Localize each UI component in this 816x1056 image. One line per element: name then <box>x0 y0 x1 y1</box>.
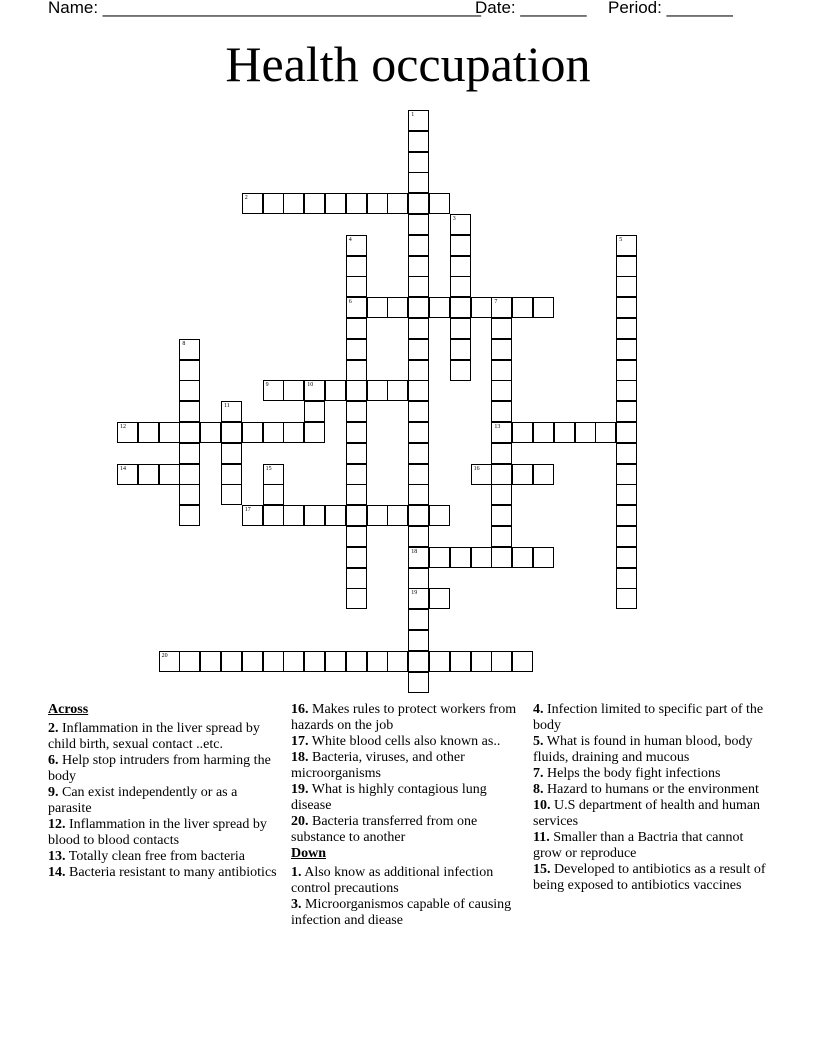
crossword-cell[interactable] <box>491 526 512 547</box>
crossword-cell[interactable] <box>512 422 533 443</box>
crossword-cell[interactable] <box>283 422 304 443</box>
crossword-cell[interactable] <box>138 422 159 443</box>
clue-text: Inflammation in the liver spread by blood to blood contacts <box>48 817 267 848</box>
down-clue <box>533 702 769 734</box>
crossword-cell[interactable] <box>616 526 637 547</box>
crossword-cell[interactable] <box>325 193 346 214</box>
crossword-cell[interactable] <box>179 360 200 381</box>
crossword-cell[interactable] <box>512 547 533 568</box>
crossword-cell[interactable] <box>616 380 637 401</box>
crossword-cell[interactable] <box>408 131 429 152</box>
crossword-cell[interactable] <box>346 380 367 401</box>
crossword-cell[interactable] <box>325 505 346 526</box>
crossword-cell[interactable] <box>242 422 263 443</box>
clue-number: 13 <box>494 424 501 430</box>
crossword-cell[interactable] <box>387 505 408 526</box>
crossword-cell[interactable] <box>616 443 637 464</box>
crossword-cell[interactable] <box>533 297 554 318</box>
middle-clues-column <box>291 702 527 929</box>
crossword-cell[interactable] <box>408 339 429 360</box>
crossword-cell[interactable] <box>512 297 533 318</box>
crossword-cell[interactable] <box>491 505 512 526</box>
clue-text: Bacteria transferred from one substance to another <box>291 814 478 845</box>
clue-number-label: 16. <box>291 702 309 717</box>
crossword-cell[interactable] <box>346 339 367 360</box>
crossword-cell[interactable] <box>263 380 284 401</box>
clue-number-label: 12. <box>48 817 66 832</box>
down-clue <box>291 897 527 929</box>
crossword-cell[interactable] <box>450 318 471 339</box>
clue-number: 17 <box>244 507 251 514</box>
clue-text: Totally clean free from bacteria <box>65 849 245 864</box>
crossword-cell[interactable] <box>408 256 429 277</box>
clue-number-label: 4. <box>533 702 544 717</box>
across-heading: Across <box>48 702 89 717</box>
across-clue <box>291 734 527 750</box>
clue-number: 19 <box>411 590 418 597</box>
crossword-cell[interactable] <box>179 464 200 485</box>
date-field-label[interactable]: Date: _______ <box>475 0 587 17</box>
crossword-cell[interactable] <box>346 235 367 256</box>
clue-text: Infection limited to specific part of the body <box>533 702 764 733</box>
crossword-cell[interactable] <box>346 422 367 443</box>
crossword-cell[interactable] <box>221 401 242 422</box>
crossword-cell[interactable] <box>408 276 429 297</box>
crossword-cell[interactable] <box>408 505 429 526</box>
clue-number-label: 7. <box>533 766 544 781</box>
crossword-cell[interactable] <box>346 568 367 589</box>
crossword-cell[interactable] <box>367 651 388 672</box>
clue-number: 11 <box>224 403 230 410</box>
across-clues-column <box>48 702 284 881</box>
crossword-cell[interactable] <box>512 464 533 485</box>
crossword-cell[interactable] <box>263 464 284 485</box>
crossword-cell[interactable] <box>387 651 408 672</box>
crossword-cell[interactable] <box>346 464 367 485</box>
crossword-cell[interactable] <box>221 651 242 672</box>
crossword-cell[interactable] <box>450 339 471 360</box>
crossword-cell[interactable] <box>408 380 429 401</box>
crossword-cell[interactable] <box>491 318 512 339</box>
down-clue-list-continued <box>533 702 769 894</box>
down-clue <box>533 734 769 766</box>
crossword-cell[interactable] <box>450 214 471 235</box>
crossword-cell[interactable] <box>346 276 367 297</box>
crossword-cell[interactable] <box>471 297 492 318</box>
clue-number: 20 <box>161 652 168 659</box>
clue-number: 12 <box>120 424 126 430</box>
crossword-cell[interactable] <box>616 422 637 443</box>
clue-text: Also know as additional infection control precautions <box>291 865 494 896</box>
crossword-cell[interactable] <box>450 651 471 672</box>
crossword-cell[interactable] <box>346 193 367 214</box>
clue-number-label: 19. <box>291 782 309 797</box>
crossword-cell[interactable] <box>304 505 325 526</box>
crossword-cell[interactable] <box>408 443 429 464</box>
across-clue <box>48 753 284 785</box>
crossword-cell[interactable] <box>263 193 284 214</box>
clue-number: 3 <box>452 216 456 222</box>
crossword-cell[interactable] <box>429 547 450 568</box>
crossword-cell[interactable] <box>263 484 284 505</box>
clue-text: Hazard to humans or the environment <box>543 782 759 797</box>
across-clue <box>291 750 527 782</box>
crossword-cell[interactable] <box>221 484 242 505</box>
crossword-cell[interactable] <box>179 380 200 401</box>
crossword-cell[interactable] <box>491 401 512 422</box>
clue-text: Helps the body fight infections <box>543 766 721 781</box>
down-clue-list <box>291 865 527 929</box>
clue-number-label: 1. <box>291 865 302 880</box>
crossword-cell[interactable] <box>242 193 263 214</box>
down-clue <box>533 782 769 798</box>
crossword-cell[interactable] <box>346 443 367 464</box>
crossword-cell[interactable] <box>346 526 367 547</box>
crossword-cell[interactable] <box>616 568 637 589</box>
crossword-cell[interactable] <box>408 422 429 443</box>
crossword-cell[interactable] <box>429 588 450 609</box>
crossword-cell[interactable] <box>242 651 263 672</box>
crossword-cell[interactable] <box>616 339 637 360</box>
down-clue <box>291 865 527 897</box>
clue-number-label: 11. <box>533 830 550 845</box>
clue-number-label: 8. <box>533 782 544 797</box>
across-clue <box>48 817 284 849</box>
crossword-cell[interactable] <box>242 505 263 526</box>
crossword-cell[interactable] <box>263 422 284 443</box>
clue-text: U.S department of health and human services <box>533 798 761 829</box>
clue-text: Microorganismos capable of causing infection and diease <box>291 897 512 928</box>
across-clue <box>48 721 284 753</box>
crossword-cell[interactable] <box>304 651 325 672</box>
clue-number: 14 <box>120 465 126 472</box>
clue-number-label: 17. <box>291 734 309 749</box>
crossword-cell[interactable] <box>450 547 471 568</box>
clue-number-label: 15. <box>533 862 551 877</box>
crossword-cell[interactable] <box>221 464 242 485</box>
crossword-cell[interactable] <box>367 193 388 214</box>
clue-text: Developed to antibiotics as a result of being exposed to antibiotics vaccines <box>533 862 766 893</box>
clue-number-label: 20. <box>291 814 309 829</box>
crossword-cell[interactable] <box>408 214 429 235</box>
across-clue <box>48 865 284 881</box>
crossword-cell[interactable] <box>221 422 242 443</box>
down-clue <box>533 830 769 862</box>
crossword-cell[interactable] <box>491 422 512 443</box>
crossword-cell[interactable] <box>491 464 512 485</box>
crossword-cell[interactable] <box>491 360 512 381</box>
across-clue <box>291 702 527 734</box>
clue-number-label: 10. <box>533 798 551 813</box>
crossword-cell[interactable] <box>450 297 471 318</box>
clue-text: What is highly contagious lung disease <box>291 782 487 813</box>
across-clue <box>48 849 284 865</box>
crossword-cell[interactable] <box>616 505 637 526</box>
clue-number: 15 <box>265 465 272 472</box>
crossword-cell[interactable] <box>408 235 429 256</box>
crossword-cell[interactable] <box>304 401 325 422</box>
crossword-cell[interactable] <box>221 443 242 464</box>
clue-number: 1 <box>411 112 415 118</box>
clue-number: 2 <box>244 195 248 202</box>
crossword-cell[interactable] <box>263 651 284 672</box>
clue-text: Inflammation in the liver spread by child birth, sexual contact ..etc. <box>48 721 260 752</box>
name-field-label[interactable]: Name: ________________________________________ <box>48 0 481 17</box>
crossword-cell[interactable] <box>346 297 367 318</box>
crossword-cell[interactable] <box>450 235 471 256</box>
crossword-cell[interactable] <box>387 193 408 214</box>
crossword-cell[interactable] <box>616 297 637 318</box>
clue-number-label: 9. <box>48 785 59 800</box>
clue-text: Can exist independently or as a parasite <box>48 785 238 816</box>
clue-number-label: 18. <box>291 750 309 765</box>
clue-text: Makes rules to protect workers from hazards on the job <box>291 702 517 733</box>
crossword-cell[interactable] <box>200 422 221 443</box>
across-clue-list <box>48 721 284 881</box>
crossword-cell[interactable] <box>616 588 637 609</box>
clue-number-label: 2. <box>48 721 59 736</box>
crossword-cell[interactable] <box>283 505 304 526</box>
clue-number-label: 13. <box>48 849 66 864</box>
crossword-cell[interactable] <box>346 588 367 609</box>
crossword-cell[interactable] <box>616 276 637 297</box>
crossword-cell[interactable] <box>346 256 367 277</box>
crossword-cell[interactable] <box>283 193 304 214</box>
crossword-cell[interactable] <box>304 380 325 401</box>
crossword-cell[interactable] <box>595 422 616 443</box>
clue-number: 9 <box>265 382 269 389</box>
crossword-cell[interactable] <box>179 339 200 360</box>
down-clue <box>533 766 769 782</box>
clue-number-label: 6. <box>48 753 59 768</box>
crossword-cell[interactable] <box>491 297 512 318</box>
crossword-cell[interactable] <box>138 464 159 485</box>
crossword-cell[interactable] <box>429 505 450 526</box>
crossword-cell[interactable] <box>325 651 346 672</box>
crossword-cell[interactable] <box>408 588 429 609</box>
crossword-cell[interactable] <box>179 422 200 443</box>
crossword-cell[interactable] <box>367 380 388 401</box>
crossword-cell[interactable] <box>408 193 429 214</box>
clue-number: 8 <box>182 340 186 347</box>
crossword-cell[interactable] <box>346 401 367 422</box>
crossword-cell[interactable] <box>575 422 596 443</box>
crossword-cell[interactable] <box>450 276 471 297</box>
crossword-cell[interactable] <box>616 256 637 277</box>
crossword-cell[interactable] <box>117 464 138 485</box>
crossword-cell[interactable] <box>471 651 492 672</box>
crossword-cell[interactable] <box>283 651 304 672</box>
crossword-cell[interactable] <box>387 380 408 401</box>
crossword-cell[interactable] <box>179 651 200 672</box>
crossword-cell[interactable] <box>471 464 492 485</box>
crossword-cell[interactable] <box>408 172 429 193</box>
crossword-cell[interactable] <box>304 193 325 214</box>
down-clue <box>533 798 769 830</box>
crossword-cell[interactable] <box>491 651 512 672</box>
across-clue-list-continued <box>291 702 527 846</box>
crossword-cell[interactable] <box>616 401 637 422</box>
crossword-cell[interactable] <box>408 297 429 318</box>
crossword-cell[interactable] <box>491 443 512 464</box>
crossword-cell[interactable] <box>408 110 429 131</box>
crossword-cell[interactable] <box>179 401 200 422</box>
crossword-cell[interactable] <box>554 422 575 443</box>
crossword-cell[interactable] <box>367 297 388 318</box>
crossword-cell[interactable] <box>408 152 429 173</box>
clue-number-label: 5. <box>533 734 544 749</box>
crossword-cell[interactable] <box>346 360 367 381</box>
crossword-cell[interactable] <box>429 297 450 318</box>
crossword-cell[interactable] <box>200 651 221 672</box>
crossword-cell[interactable] <box>304 422 325 443</box>
clue-text: Help stop intruders from harming the body <box>48 753 271 784</box>
crossword-cell[interactable] <box>346 547 367 568</box>
crossword-cell[interactable] <box>408 484 429 505</box>
crossword-cell[interactable] <box>512 651 533 672</box>
crossword-cell[interactable] <box>450 360 471 381</box>
crossword-cell[interactable] <box>117 422 138 443</box>
crossword-cell[interactable] <box>408 672 429 693</box>
clue-number: 16 <box>473 465 480 472</box>
crossword-cell[interactable] <box>263 505 284 526</box>
clue-text: Bacteria, viruses, and other microorganisms <box>291 750 465 781</box>
crossword-cell[interactable] <box>491 547 512 568</box>
crossword-cell[interactable] <box>159 651 180 672</box>
clue-text: Smaller than a Bactria that cannot grow or reproduce <box>533 830 744 861</box>
crossword-cell[interactable] <box>450 256 471 277</box>
crossword-cell[interactable] <box>408 318 429 339</box>
crossword-cell[interactable] <box>408 651 429 672</box>
crossword-cell[interactable] <box>387 297 408 318</box>
crossword-cell[interactable] <box>429 193 450 214</box>
across-clue <box>291 782 527 814</box>
clue-number: 18 <box>411 548 418 555</box>
across-clue <box>48 785 284 817</box>
crossword-cell[interactable] <box>408 630 429 651</box>
crossword-cell[interactable] <box>616 464 637 485</box>
crossword-cell[interactable] <box>283 380 304 401</box>
crossword-cell[interactable] <box>533 422 554 443</box>
crossword-cell[interactable] <box>408 360 429 381</box>
clue-number-label: 3. <box>291 897 302 912</box>
crossword-cell[interactable] <box>179 505 200 526</box>
crossword-cell[interactable] <box>346 651 367 672</box>
crossword-cell[interactable] <box>408 568 429 589</box>
clue-text: What is found in human blood, body fluids, draining and mucous <box>533 734 753 765</box>
crossword-cell[interactable] <box>346 505 367 526</box>
crossword-cell[interactable] <box>408 464 429 485</box>
down-clues-column-continued <box>533 702 769 894</box>
crossword-cell[interactable] <box>616 484 637 505</box>
crossword-cell[interactable] <box>491 484 512 505</box>
crossword-cell[interactable] <box>408 547 429 568</box>
down-heading: Down <box>291 846 327 861</box>
crossword-cell[interactable] <box>367 505 388 526</box>
clue-number: 6 <box>348 299 352 306</box>
crossword-cell[interactable] <box>408 401 429 422</box>
page-title: Health occupation <box>225 36 591 92</box>
crossword-cell[interactable] <box>616 235 637 256</box>
crossword-cell[interactable] <box>491 380 512 401</box>
crossword-cell[interactable] <box>471 547 492 568</box>
crossword-cell[interactable] <box>429 651 450 672</box>
clue-number: 4 <box>348 236 352 243</box>
crossword-cell[interactable] <box>408 609 429 630</box>
crossword-cell[interactable] <box>491 339 512 360</box>
crossword-cell[interactable] <box>408 526 429 547</box>
crossword-cell[interactable] <box>325 380 346 401</box>
crossword-cell[interactable] <box>159 464 180 485</box>
crossword-cell[interactable] <box>616 547 637 568</box>
crossword-cell[interactable] <box>346 318 367 339</box>
crossword-cell[interactable] <box>346 484 367 505</box>
crossword-cell[interactable] <box>616 318 637 339</box>
clue-number: 10 <box>307 382 314 389</box>
clue-number-label: 14. <box>48 865 66 880</box>
crossword-cell[interactable] <box>179 484 200 505</box>
clue-number: 7 <box>494 299 498 306</box>
down-clue <box>533 862 769 894</box>
clue-number: 5 <box>619 236 623 243</box>
clue-text: White blood cells also known as.. <box>308 734 501 749</box>
across-clue <box>291 814 527 846</box>
clue-text: Bacteria resistant to many antibiotics <box>65 865 277 880</box>
crossword-cell[interactable] <box>533 547 554 568</box>
period-field-label[interactable]: Period: _______ <box>608 0 733 17</box>
crossword-cell[interactable] <box>533 464 554 485</box>
crossword-cell[interactable] <box>179 443 200 464</box>
crossword-cell[interactable] <box>616 360 637 381</box>
crossword-cell[interactable] <box>159 422 180 443</box>
